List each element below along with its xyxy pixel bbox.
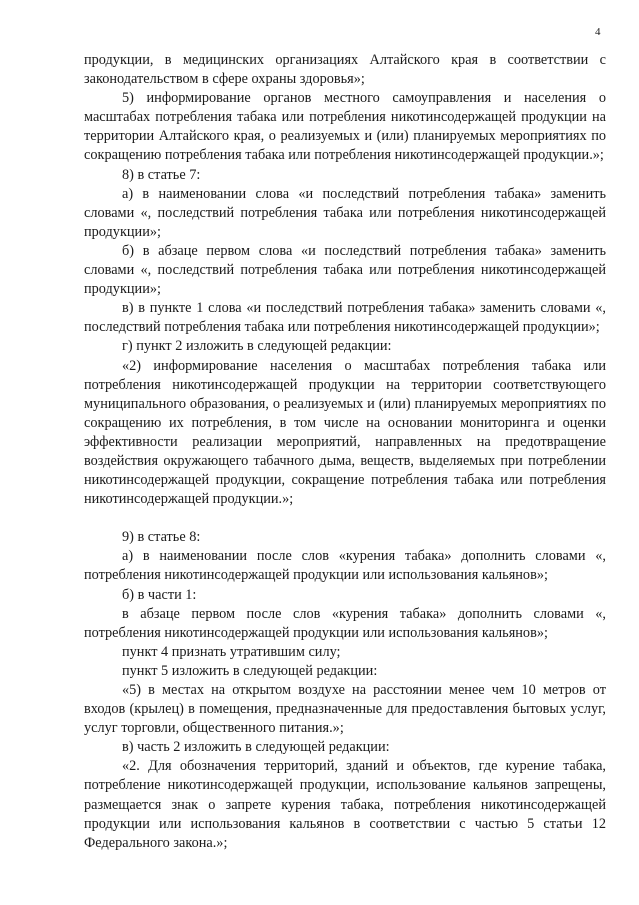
paragraph: «2) информирование населения о масштабах потребления табака или потребления никотинсодержащей продукции на территории соответствующего муниципального образования, о реализуемых и (или) планируемых мероприятиях по сокращению их потребления, в том числе на основании мониторинга и оценки эффективности реализации мероприятий, направленных на предотвращение воздействия окружающего табачного дыма, веществ, выделяемых при потреблении никотинсодержащей продукции, сокращение потребления табака или потребления никотинсодержащей продукции.»; <box>84 357 606 508</box>
paragraph: «2. Для обозначения территорий, зданий и объектов, где курение табака, потребление никотинсодержащей продукции, использование кальянов запрещены, размещается знак о запрете курения табака, потребления никотинсодержащей продукции или использования кальянов в соответствии с частью 5 статьи 12 Федерального закона.»; <box>84 758 606 851</box>
paragraph: в) часть 2 изложить в следующей редакции: <box>122 739 390 756</box>
paragraph: б) в абзаце первом слова «и последствий потребления табака» заменить словами «, последствий потребления табака или потребления никотинсодержащей продукции»; <box>84 242 606 298</box>
paragraph: а) в наименовании после слов «курения табака» дополнить словами «, потребления никотинсодержащей продукции или использования кальянов»; <box>84 548 606 584</box>
paragraph: 5) информирование органов местного самоуправления и населения о масштабах потребления табака или потребления никотинсодержащей продукции на территории Алтайского края, о реализуемых и (или) планируемых мероприятиях по сокращению потребления табака или потребления никотинсодержащей продукции.»; <box>84 90 606 164</box>
paragraph: 8) в статье 7: <box>122 166 201 183</box>
paragraph: «5) в местах на открытом воздухе на расстоянии менее чем 10 метров от входов (крылец) в помещения, предназначенные для предоставления бытовых услуг, услуг торговли, общественного питания.»; <box>84 682 606 737</box>
document-body <box>84 51 606 853</box>
paragraph: б) в части 1: <box>122 586 197 603</box>
paragraph: в абзаце первом после слов «курения табака» дополнить словами «, потребления никотинсодержащей продукции или использования кальянов»; <box>84 605 606 641</box>
paragraph: продукции, в медицинских организациях Алтайского края в соответствии с законодательством в сфере охраны здоровья»; <box>84 52 606 88</box>
paragraph: а) в наименовании слова «и последствий потребления табака» заменить словами «, последствий потребления табака или потребления никотинсодержащей продукции»; <box>84 185 606 240</box>
paragraph: г) пункт 2 изложить в следующей редакции: <box>122 338 392 355</box>
paragraph: в) в пункте 1 слова «и последствий потребления табака» заменить словами «, последствий потребления табака или потребления никотинсодержащей продукции»; <box>84 300 606 336</box>
page-number: 4 <box>595 26 601 38</box>
paragraph: пункт 5 изложить в следующей редакции: <box>122 662 378 679</box>
paragraph: пункт 4 признать утратившим силу; <box>122 643 341 660</box>
paragraph: 9) в статье 8: <box>122 529 201 546</box>
